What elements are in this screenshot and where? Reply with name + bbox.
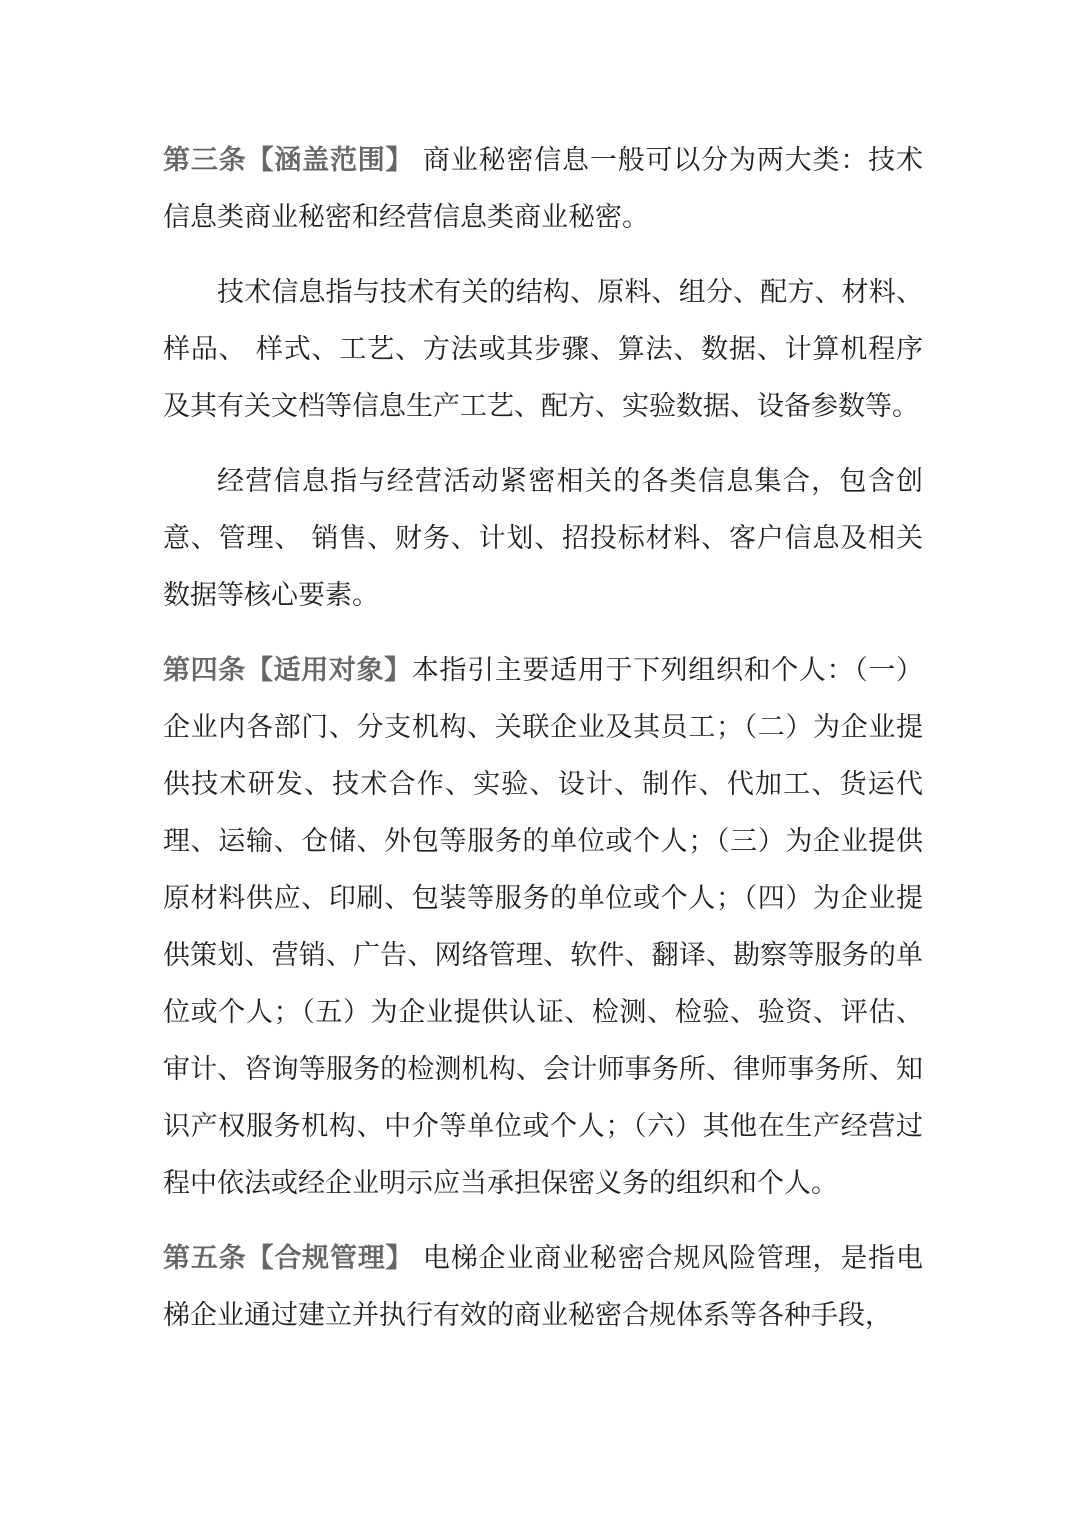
- technical-info-paragraph: 技术信息指与技术有关的结构、原料、组分、配方、材料、样品、 样式、工艺、方法或其步骤、算法、数据、计算机程序及其有关文档等信息生产工艺、配方、实验数据、设备参数等。: [163, 277, 923, 422]
- article-5-lead: 电梯企业商业秘密合规风险管理，是指电梯企业通过建立并执行有效的商业秘密合规体系等各种手段，: [163, 1243, 923, 1331]
- article-5: [163, 1230, 923, 1344]
- article-4-heading: 第四条【适用对象】: [163, 655, 412, 686]
- article-3-lead: 商业秘密信息一般可以分为两大类：技术信息类商业秘密和经营信息类商业秘密。: [163, 145, 923, 233]
- business-info-paragraph: 经营信息指与经营活动紧密相关的各类信息集合，包含创意、管理、 销售、财务、计划、招投标材料、客户信息及相关数据等核心要素。: [163, 466, 923, 611]
- article-4-lead: 本指引主要适用于下列组织和个人：（一）企业内各部门、分支机构、关联企业及其员工；（二）为企业提供技术研发、技术合作、实验、设计、制作、代加工、货运代理、运输、仓储、外包等服务的单位或个人；（三）为企业提供原材料供应、印刷、包装等服务的单位或个人；（四）为企业提供策划、营销、广告、网络管理、软件、翻译、勘察等服务的单位或个人；（五）为企业提供认证、检测、检验、验资、评估、审计、咨询等服务的检测机构、会计师事务所、律师事务所、知识产权服务机构、中介等单位或个人；（六）其他在生产经营过程中依法或经企业明示应当承担保密义务的组织和个人。: [163, 655, 924, 1199]
- article-5-heading: 第五条【合规管理】: [163, 1243, 414, 1274]
- article-3-heading: 第三条【涵盖范围】: [163, 145, 414, 176]
- article-4: [163, 642, 923, 1212]
- article-3: [163, 132, 923, 246]
- document-body: [163, 132, 923, 1344]
